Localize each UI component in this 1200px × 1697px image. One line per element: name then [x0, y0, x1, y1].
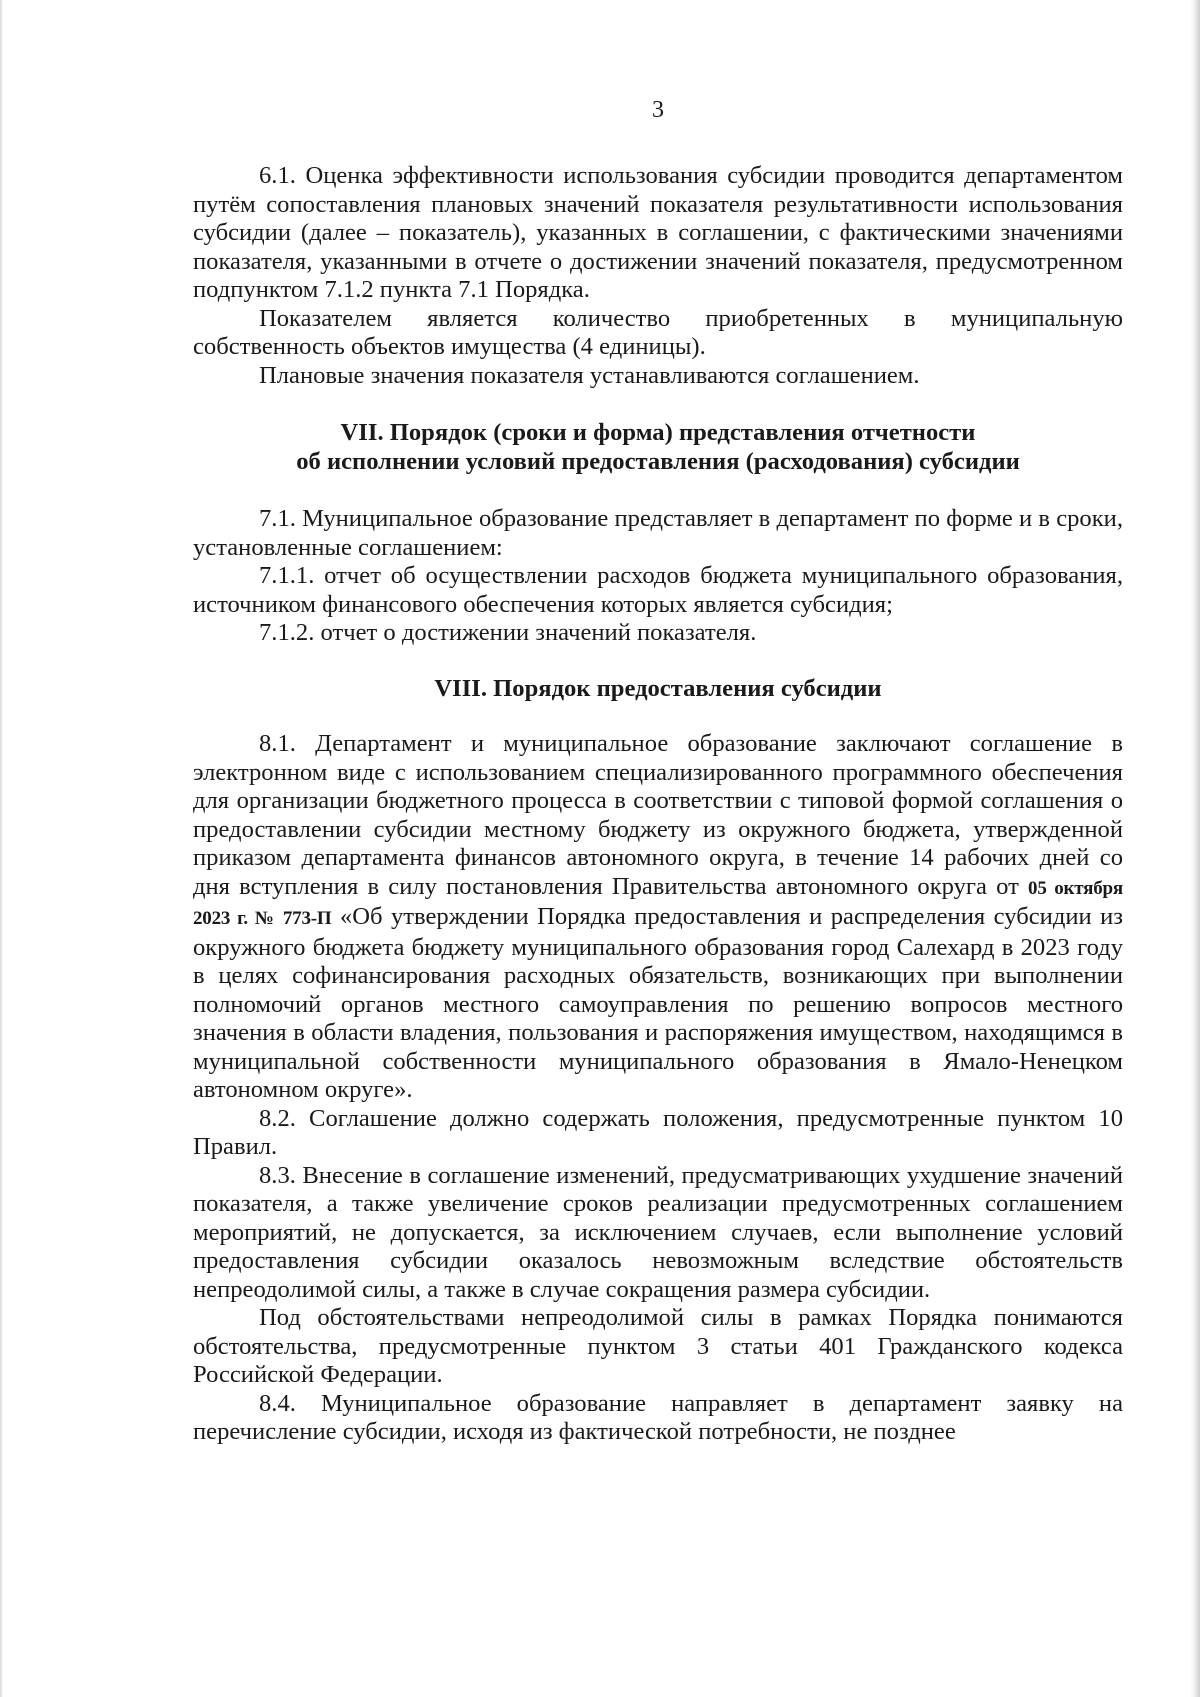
section-7-heading: [193, 419, 1123, 476]
paragraph-force-majeure: Под обстоятельствами непреодолимой силы в рамках Порядка понимаются обстоятельства, предусмотренные пунктом 3 статьи 401 Гражданского кодекса Российской Федерации.: [193, 1304, 1123, 1388]
paragraph-8-2: 8.2. Соглашение должно содержать положения, предусмотренные пунктом 10 Правил.: [193, 1104, 1123, 1160]
page-number: 3: [652, 97, 664, 123]
paragraph-8-1-start: 8.1. Департамент и муниципальное образование заключают соглашение в электронном виде с использованием специализированного программного обеспечения для организации бюджетного процесса в соответствии с типовой формой соглашения о предоставлении субсидии местному бюджету из окружного бюджета, утвержденной приказом департамента финансов автономного округа, в течение 14 рабочих дней со дня вступления в силу постановления Правительства автономного округа от: [193, 730, 1123, 900]
section-8-heading: VIII. Порядок предоставления субсидии: [434, 674, 882, 702]
section-7-title-line1: VII. Порядок (сроки и форма) представления отчетности: [340, 419, 976, 446]
paragraph-8-1: [193, 730, 1123, 1105]
document-body: [193, 96, 1123, 1447]
paragraph-8-3: 8.3. Внесение в соглашение изменений, предусматривающих ухудшение значений показателя, а также увеличение сроков реализации предусмотренных соглашением мероприятий, не допускается, за исключением случаев, если выполнение условий предоставления субсидии оказалось невозможным вследствие обстоятельств непреодолимой силы, а также в случае сокращения размера субсидии.: [193, 1161, 1123, 1303]
resolution-reference: 05 октября 2023 г. № 773-П: [193, 877, 1123, 929]
paragraph-7-1-1: 7.1.1. отчет об осуществлении расходов бюджета муниципального образования, источником финансового обеспечения которых является субсидия;: [193, 562, 1123, 618]
paragraph-planned-values: Плановые значения показателя устанавливаются соглашением.: [259, 361, 920, 389]
paragraph-7-1-2: 7.1.2. отчет о достижении значений показателя.: [259, 619, 757, 646]
paragraph-6-1: 6.1. Оценка эффективности использования субсидии проводится департаментом путём сопоставления плановых значений показателя результативности использования субсидии (далее – показатель), указанных в соглашении, с фактическими значениями показателя, указанными в отчете о достижении значений показателя, предусмотренном подпунктом 7.1.2 пункта 7.1 Порядка.: [193, 162, 1123, 303]
paragraph-indicator: Показателем является количество приобретенных в муниципальную собственность объектов имущества (4 единицы).: [193, 304, 1123, 360]
paragraph-8-4: 8.4. Муниципальное образование направляет в департамент заявку на перечисление субсидии, исходя из фактической потребности, не позднее: [193, 1389, 1123, 1445]
paragraph-8-1-end: «Об утверждении Порядка предоставления и распределения субсидии из окружного бюджета бюджету муниципального образования город Салехард в 2023 году в целях софинансирования расходных обязательств, возникающих при выполнении полномочий органов местного самоуправления по решению вопросов местного значения в области владения, пользования и распоряжения имуществом, находящимся в муниципальной собственности муниципального образования в Ямало-Ненецком автономном округе».: [193, 903, 1123, 1103]
page-left-edge: [0, 0, 3, 1697]
page-right-edge: [1190, 0, 1200, 1697]
section-7-title-line2: об исполнении условий предоставления (расходования) субсидии: [296, 447, 1020, 475]
paragraph-7-1: 7.1. Муниципальное образование представляет в департамент по форме и в сроки, установленные соглашением:: [193, 505, 1123, 561]
